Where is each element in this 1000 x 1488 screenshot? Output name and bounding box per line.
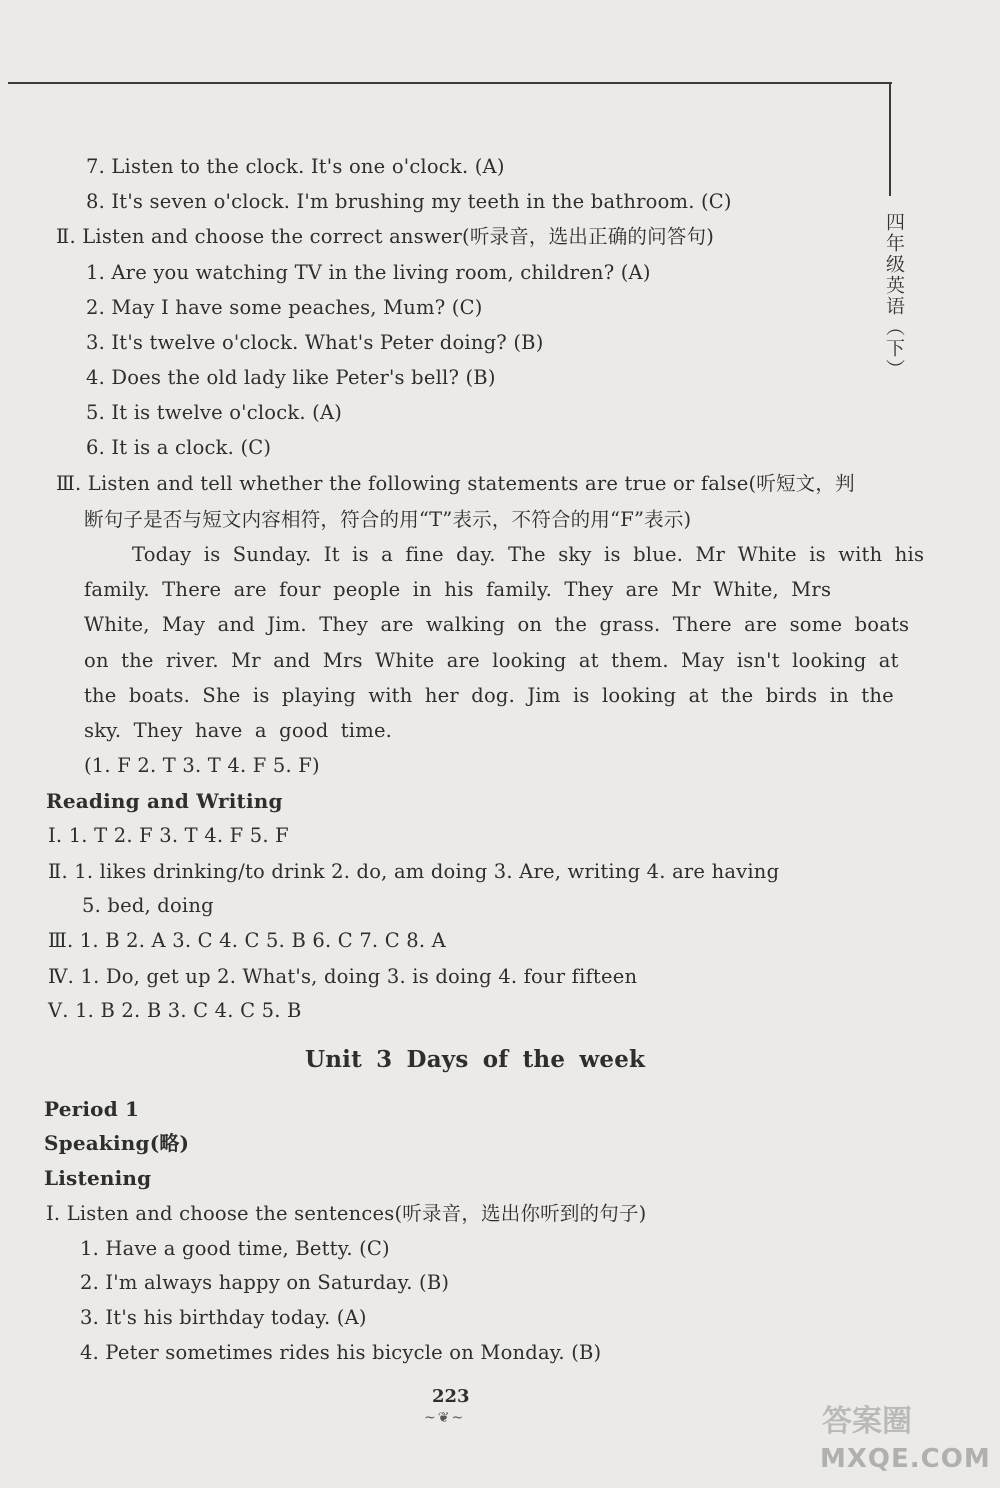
watermark-url: MXQE.COM (820, 1444, 991, 1474)
answer-line: 4. Peter sometimes rides his bicycle on Monday. (B) (80, 1341, 602, 1364)
passage-line: the boats. She is playing with her dog. Jim is looking at the birds in the (84, 684, 894, 707)
answer-line: 2. May I have some peaches, Mum? (C) (86, 296, 483, 319)
passage-line: sky. They have a good time. (84, 719, 393, 742)
answer-key: Ⅳ. 1. Do, get up 2. What's, doing 3. is doing 4. four fifteen (48, 965, 638, 988)
section-heading: Ⅲ. Listen and tell whether the following statements are true or false(听短文，判 (56, 472, 855, 495)
answer-key: Ⅴ. 1. B 2. B 3. C 4. C 5. B (48, 999, 302, 1022)
flourish-icon: ~❦~ (424, 1410, 466, 1426)
watermark-logo: 答案圈 (822, 1404, 912, 1439)
section-heading-cont: 断句子是否与短文内容相符，符合的用“T”表示，不符合的用“F”表示) (84, 508, 692, 531)
answer-line: 3. It's twelve o'clock. What's Peter doing? (B) (86, 331, 544, 354)
answer-line: 7. Listen to the clock. It's one o'clock. (A) (86, 155, 505, 178)
answer-key: Ⅰ. 1. T 2. F 3. T 4. F 5. F (48, 824, 289, 847)
section-heading: Ⅱ. Listen and choose the correct answer(听录音，选出正确的问答句) (56, 225, 715, 248)
subheading-reading-writing: Reading and Writing (46, 789, 283, 813)
header-rule (8, 82, 892, 84)
answer-line: 3. It's his birthday today. (A) (80, 1306, 367, 1329)
side-rule (889, 84, 891, 196)
side-tab-label: 四年级英语（下） (883, 212, 905, 380)
subheading-listening: Listening (44, 1166, 152, 1190)
section-heading: Ⅰ. Listen and choose the sentences(听录音，选出你听到的句子) (46, 1202, 647, 1225)
answer-line: 1. Have a good time, Betty. (C) (80, 1237, 390, 1260)
answer-line: 5. It is twelve o'clock. (A) (86, 401, 343, 424)
answer-line: 1. Are you watching TV in the living room, children? (A) (86, 261, 651, 284)
passage-line: Today is Sunday. It is a fine day. The sky is blue. Mr White is with his (132, 543, 925, 566)
passage-line: White, May and Jim. They are walking on the grass. There are some boats (84, 613, 910, 636)
page-number: 223 (432, 1386, 470, 1407)
answer-key: (1. F 2. T 3. T 4. F 5. F) (84, 754, 320, 777)
answer-key: Ⅲ. 1. B 2. A 3. C 4. C 5. B 6. C 7. C 8. A (48, 929, 446, 952)
answer-line: 6. It is a clock. (C) (86, 436, 272, 459)
answer-line: 4. Does the old lady like Peter's bell? (B) (86, 366, 496, 389)
unit-title: Unit 3 Days of the week (305, 1046, 646, 1073)
passage-line: on the river. Mr and Mrs White are looking at them. May isn't looking at (84, 649, 899, 672)
subheading-speaking: Speaking(略) (44, 1131, 190, 1155)
answer-key: 5. bed, doing (82, 894, 214, 917)
period-heading: Period 1 (44, 1097, 140, 1121)
answer-key: Ⅱ. 1. likes drinking/to drink 2. do, am doing 3. Are, writing 4. are having (48, 860, 780, 883)
answer-line: 8. It's seven o'clock. I'm brushing my teeth in the bathroom. (C) (86, 190, 732, 213)
passage-line: family. There are four people in his family. They are Mr White, Mrs (84, 578, 832, 601)
answer-line: 2. I'm always happy on Saturday. (B) (80, 1271, 450, 1294)
